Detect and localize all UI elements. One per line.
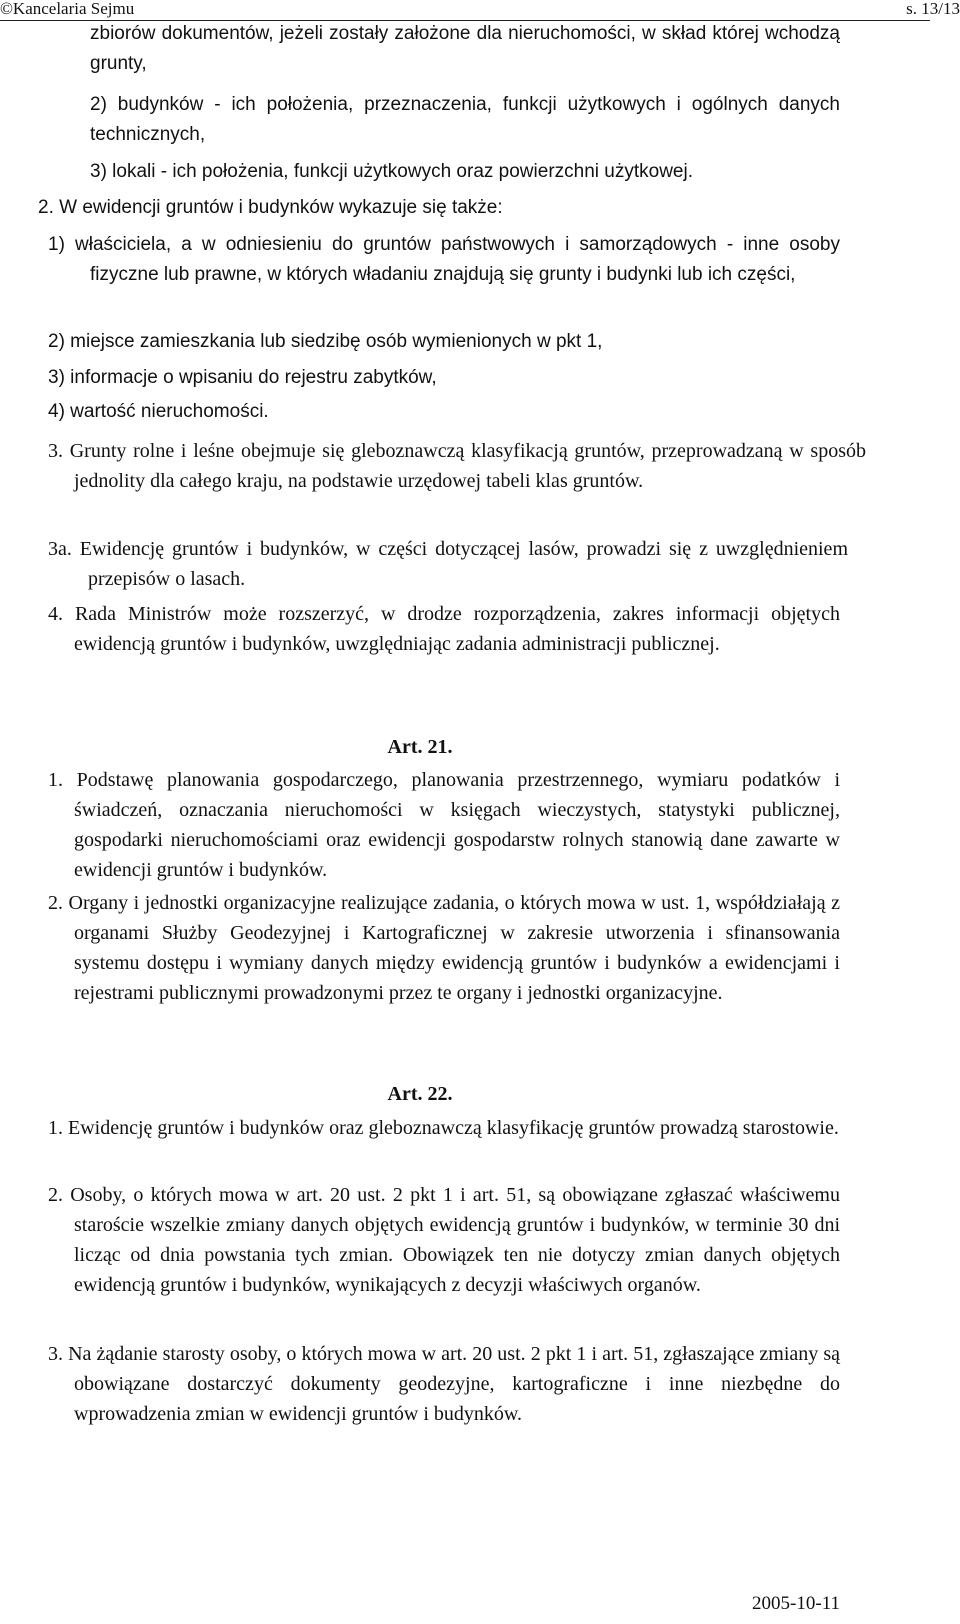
paragraph-continuation: zbiorów dokumentów, jeżeli zostały założone dla nieruchomości, w skład której wchodzą grunty, — [90, 23, 840, 74]
list-item-buildings: 2) budynków - ich położenia, przeznaczenia, funkcji użytkowych i ogólnych danych technicznych, — [90, 94, 840, 145]
ust-2-item-2: 2) miejsce zamieszkania lub siedzibę osób wymienionych w pkt 1, — [48, 331, 603, 352]
article-22-ust-2: 2. Osoby, o których mowa w art. 20 ust. 2 pkt 1 i art. 51, są obowiązane zgłaszać właściwemu staroście wszelkie zmiany danych objętych ewidencją gruntów i budynków, w terminie 30 dni licząc od dnia powstania tych zmian. Obowiązek ten nie dotyczy zmian danych objętych ewidencją gruntów i budynków, wynikających z decyzji właściwych organów. — [48, 1184, 840, 1296]
ust-3a: 3a. Ewidencję gruntów i budynków, w części dotyczącej lasów, prowadzi się z uwzględnieniem przepisów o lasach. — [48, 538, 848, 590]
article-21-ust-1: 1. Podstawę planowania gospodarczego, planowania przestrzennego, wymiaru podatków i świadczeń, oznaczania nieruchomości w księgach wieczystych, statystyki publicznej, gospodarki nieruchomościami oraz ewidencji gospodarstw rolnych stanowią dane zawarte w ewidencji gruntów i budynków. — [48, 769, 840, 881]
header-left: ©Kancelaria Sejmu — [0, 0, 135, 18]
ust-4: 4. Rada Ministrów może rozszerzyć, w drodze rozporządzenia, zakres informacji objętych ewidencją gruntów i budynków, uwzględniając zadania administracji publicznej. — [48, 603, 840, 655]
article-22-title: Art. 22. — [387, 1083, 453, 1105]
list-item-premises: 3) lokali - ich położenia, funkcji użytkowych oraz powierzchni użytkowej. — [90, 161, 693, 182]
article-21-title: Art. 21. — [387, 736, 453, 758]
ust-2-item-4: 4) wartość nieruchomości. — [48, 401, 269, 422]
ust-2-lead: 2. W ewidencji gruntów i budynków wykazuje się także: — [38, 197, 503, 218]
article-21-ust-2: 2. Organy i jednostki organizacyjne realizujące zadania, o których mowa w ust. 1, współdziałają z organami Służby Geodezyjnej i Kartograficznej w zakresie utworzenia i sfinansowania systemu dostępu i wymiany danych między ewidencją gruntów i budynków a ewidencjami i rejestrami publicznymi prowadzonymi przez te organy i jednostki organizacyjne. — [48, 892, 840, 1004]
ust-3: 3. Grunty rolne i leśne obejmuje się gleboznawczą klasyfikacją gruntów, przeprowadzaną w sposób jednolity dla całego kraju, na podstawie urzędowej tabeli klas gruntów. — [48, 440, 866, 492]
article-22-ust-3: 3. Na żądanie starosty osoby, o których mowa w art. 20 ust. 2 pkt 1 i art. 51, zgłaszające zmiany są obowiązane dostarczyć dokumenty geodezyjne, kartograficzne i inne niezbędne do wprowadzenia zmian w ewidencji gruntów i budynków. — [48, 1343, 840, 1425]
article-22-ust-1: 1. Ewidencję gruntów i budynków oraz gleboznawczą klasyfikację gruntów prowadzą starostowie. — [48, 1117, 839, 1139]
document-date: 2005-10-11 — [752, 1593, 840, 1614]
ust-2-item-3: 3) informacje o wpisaniu do rejestru zabytków, — [48, 367, 437, 388]
ust-2-item-1: 1) właściciela, a w odniesieniu do gruntów państwowych i samorządowych - inne osoby fizyczne lub prawne, w których władaniu znajdują się grunty i budynki lub ich części, — [48, 234, 840, 285]
page-number: s. 13/13 — [906, 0, 960, 18]
